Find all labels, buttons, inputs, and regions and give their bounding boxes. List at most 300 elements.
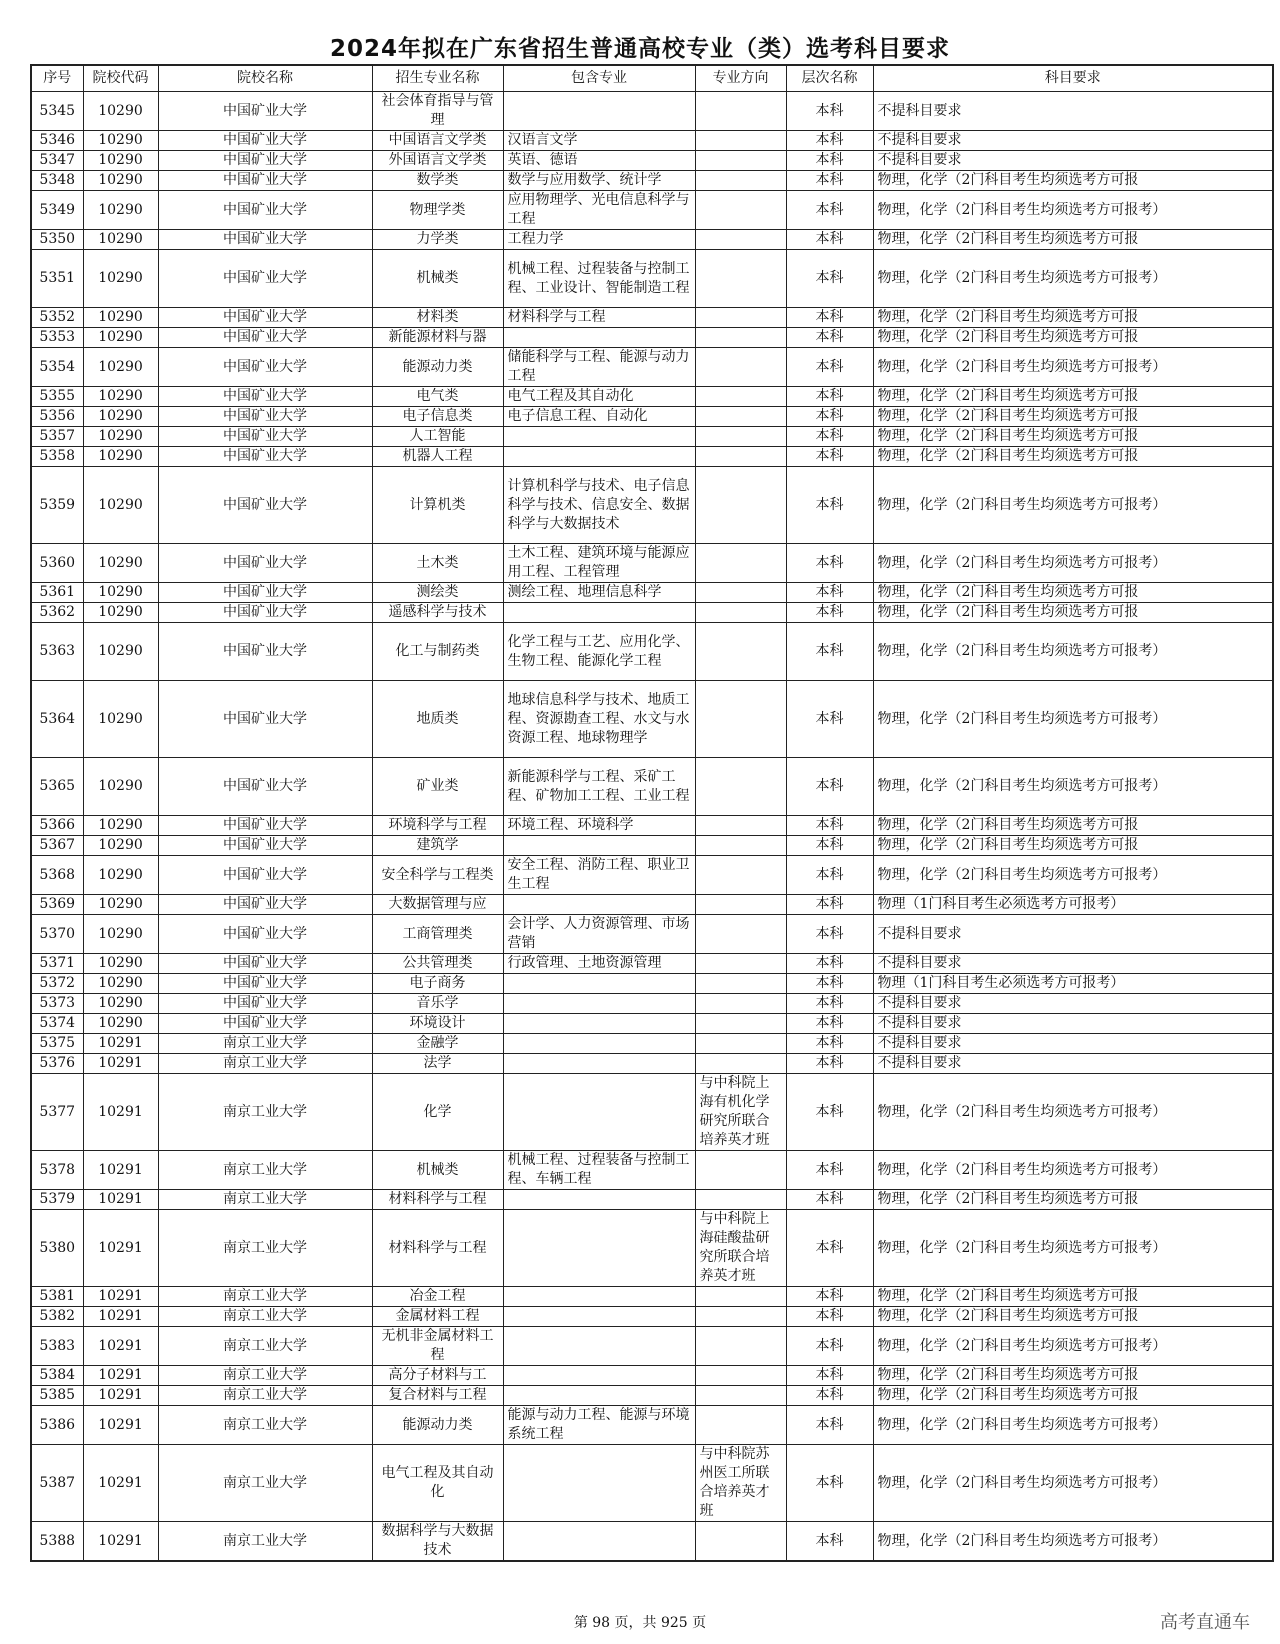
cell-req: 物理，化学（2门科目考生均须选考方可报考） xyxy=(873,1445,1273,1522)
cell-level: 本科 xyxy=(786,915,873,954)
cell-level: 本科 xyxy=(786,407,873,427)
cell-req: 物理，化学（2门科目考生均须选考方可报考） xyxy=(873,1406,1273,1445)
cell-no: 5358 xyxy=(31,447,83,467)
requirements-table xyxy=(30,64,1274,1562)
cell-includes: 汉语言文学 xyxy=(503,131,695,151)
cell-req: 不提科目要求 xyxy=(873,915,1273,954)
cell-includes: 行政管理、土地资源管理 xyxy=(503,954,695,974)
cell-level: 本科 xyxy=(786,1386,873,1406)
cell-no: 5381 xyxy=(31,1287,83,1307)
cell-direction xyxy=(695,836,786,856)
cell-code: 10290 xyxy=(83,92,158,131)
cell-req: 物理，化学（2门科目考生均须选考方可报 xyxy=(873,1366,1273,1386)
cell-no: 5369 xyxy=(31,895,83,915)
cell-level: 本科 xyxy=(786,191,873,230)
cell-level: 本科 xyxy=(786,250,873,308)
cell-school: 南京工业大学 xyxy=(158,1366,372,1386)
cell-direction xyxy=(695,544,786,583)
cell-major: 物理学类 xyxy=(372,191,503,230)
cell-no: 5368 xyxy=(31,856,83,895)
cell-code: 10291 xyxy=(83,1406,158,1445)
cell-level: 本科 xyxy=(786,1151,873,1190)
cell-req: 物理，化学（2门科目考生均须选考方可报 xyxy=(873,1190,1273,1210)
table-row xyxy=(31,308,1273,328)
cell-req: 物理，化学（2门科目考生均须选考方可报考） xyxy=(873,1522,1273,1562)
cell-level: 本科 xyxy=(786,544,873,583)
cell-major: 机械类 xyxy=(372,250,503,308)
cell-direction xyxy=(695,1327,786,1366)
cell-direction xyxy=(695,230,786,250)
cell-no: 5359 xyxy=(31,467,83,544)
cell-code: 10291 xyxy=(83,1074,158,1151)
cell-major: 电子商务 xyxy=(372,974,503,994)
cell-code: 10291 xyxy=(83,1287,158,1307)
cell-code: 10290 xyxy=(83,994,158,1014)
cell-direction xyxy=(695,387,786,407)
table-row xyxy=(31,681,1273,758)
cell-level: 本科 xyxy=(786,308,873,328)
cell-req: 物理，化学（2门科目考生均须选考方可报 xyxy=(873,1307,1273,1327)
cell-req: 物理，化学（2门科目考生均须选考方可报 xyxy=(873,387,1273,407)
cell-school: 中国矿业大学 xyxy=(158,131,372,151)
cell-school: 中国矿业大学 xyxy=(158,171,372,191)
cell-level: 本科 xyxy=(786,994,873,1014)
cell-major: 电子信息类 xyxy=(372,407,503,427)
cell-direction xyxy=(695,895,786,915)
cell-code: 10290 xyxy=(83,758,158,816)
cell-school: 南京工业大学 xyxy=(158,1190,372,1210)
cell-req: 物理，化学（2门科目考生均须选考方可报考） xyxy=(873,1210,1273,1287)
cell-req: 物理（1门科目考生必须选考方可报考） xyxy=(873,895,1273,915)
cell-includes xyxy=(503,1054,695,1074)
cell-req: 物理，化学（2门科目考生均须选考方可报考） xyxy=(873,758,1273,816)
brand-watermark: 高考直通车 xyxy=(1160,1612,1250,1633)
cell-direction: 与中科院上海有机化学研究所联合培养英才班 xyxy=(695,1074,786,1151)
cell-code: 10290 xyxy=(83,308,158,328)
cell-major: 工商管理类 xyxy=(372,915,503,954)
cell-major: 计算机类 xyxy=(372,467,503,544)
cell-major: 冶金工程 xyxy=(372,1287,503,1307)
col-header: 专业方向 xyxy=(695,65,786,92)
cell-level: 本科 xyxy=(786,328,873,348)
cell-school: 中国矿业大学 xyxy=(158,681,372,758)
cell-direction xyxy=(695,171,786,191)
cell-includes: 新能源科学与工程、采矿工程、矿物加工工程、工业工程 xyxy=(503,758,695,816)
cell-includes: 土木工程、建筑环境与能源应用工程、工程管理 xyxy=(503,544,695,583)
cell-code: 10291 xyxy=(83,1327,158,1366)
cell-school: 中国矿业大学 xyxy=(158,816,372,836)
cell-direction xyxy=(695,328,786,348)
table-row xyxy=(31,1210,1273,1287)
cell-major: 力学类 xyxy=(372,230,503,250)
cell-includes xyxy=(503,1074,695,1151)
cell-level: 本科 xyxy=(786,1445,873,1522)
col-header: 序号 xyxy=(31,65,83,92)
cell-includes: 安全工程、消防工程、职业卫生工程 xyxy=(503,856,695,895)
table-row xyxy=(31,603,1273,623)
cell-no: 5351 xyxy=(31,250,83,308)
cell-school: 中国矿业大学 xyxy=(158,544,372,583)
cell-code: 10290 xyxy=(83,151,158,171)
cell-includes xyxy=(503,328,695,348)
table-row xyxy=(31,467,1273,544)
cell-no: 5352 xyxy=(31,308,83,328)
cell-major: 材料类 xyxy=(372,308,503,328)
cell-includes xyxy=(503,1014,695,1034)
cell-code: 10291 xyxy=(83,1386,158,1406)
cell-req: 不提科目要求 xyxy=(873,954,1273,974)
cell-school: 中国矿业大学 xyxy=(158,308,372,328)
cell-school: 南京工业大学 xyxy=(158,1406,372,1445)
cell-req: 不提科目要求 xyxy=(873,1014,1273,1034)
cell-direction xyxy=(695,131,786,151)
cell-school: 中国矿业大学 xyxy=(158,623,372,681)
cell-includes: 计算机科学与技术、电子信息科学与技术、信息安全、数据科学与大数据技术 xyxy=(503,467,695,544)
cell-code: 10291 xyxy=(83,1307,158,1327)
cell-code: 10290 xyxy=(83,915,158,954)
cell-level: 本科 xyxy=(786,171,873,191)
cell-req: 不提科目要求 xyxy=(873,994,1273,1014)
cell-school: 中国矿业大学 xyxy=(158,467,372,544)
cell-no: 5363 xyxy=(31,623,83,681)
cell-includes xyxy=(503,447,695,467)
cell-direction xyxy=(695,1307,786,1327)
cell-no: 5356 xyxy=(31,407,83,427)
cell-code: 10291 xyxy=(83,1054,158,1074)
cell-no: 5362 xyxy=(31,603,83,623)
cell-school: 南京工业大学 xyxy=(158,1445,372,1522)
table-row xyxy=(31,348,1273,387)
cell-school: 中国矿业大学 xyxy=(158,758,372,816)
cell-req: 不提科目要求 xyxy=(873,1054,1273,1074)
cell-includes xyxy=(503,1445,695,1522)
cell-code: 10290 xyxy=(83,131,158,151)
cell-school: 中国矿业大学 xyxy=(158,250,372,308)
cell-level: 本科 xyxy=(786,1366,873,1386)
cell-includes xyxy=(503,603,695,623)
cell-major: 材料科学与工程 xyxy=(372,1210,503,1287)
cell-no: 5374 xyxy=(31,1014,83,1034)
cell-req: 不提科目要求 xyxy=(873,151,1273,171)
cell-includes xyxy=(503,836,695,856)
cell-req: 不提科目要求 xyxy=(873,131,1273,151)
cell-req: 物理，化学（2门科目考生均须选考方可报考） xyxy=(873,856,1273,895)
cell-includes xyxy=(503,1327,695,1366)
cell-major: 化工与制药类 xyxy=(372,623,503,681)
cell-level: 本科 xyxy=(786,467,873,544)
cell-direction xyxy=(695,151,786,171)
cell-req: 物理，化学（2门科目考生均须选考方可报考） xyxy=(873,1151,1273,1190)
cell-level: 本科 xyxy=(786,1074,873,1151)
cell-includes: 数学与应用数学、统计学 xyxy=(503,171,695,191)
table-row xyxy=(31,1287,1273,1307)
cell-code: 10290 xyxy=(83,836,158,856)
cell-level: 本科 xyxy=(786,1406,873,1445)
cell-major: 外国语言文学类 xyxy=(372,151,503,171)
table-row xyxy=(31,1366,1273,1386)
cell-level: 本科 xyxy=(786,1054,873,1074)
cell-direction xyxy=(695,856,786,895)
cell-no: 5372 xyxy=(31,974,83,994)
cell-includes xyxy=(503,1287,695,1307)
table-row xyxy=(31,836,1273,856)
table-row xyxy=(31,954,1273,974)
cell-level: 本科 xyxy=(786,1522,873,1562)
cell-no: 5360 xyxy=(31,544,83,583)
col-header: 科目要求 xyxy=(873,65,1273,92)
cell-includes: 环境工程、环境科学 xyxy=(503,816,695,836)
cell-level: 本科 xyxy=(786,1210,873,1287)
cell-code: 10290 xyxy=(83,328,158,348)
cell-code: 10290 xyxy=(83,681,158,758)
cell-code: 10290 xyxy=(83,974,158,994)
cell-school: 中国矿业大学 xyxy=(158,1014,372,1034)
cell-no: 5384 xyxy=(31,1366,83,1386)
table-row xyxy=(31,1406,1273,1445)
cell-direction xyxy=(695,1190,786,1210)
table-row xyxy=(31,1151,1273,1190)
cell-major: 化学 xyxy=(372,1074,503,1151)
table-row xyxy=(31,1386,1273,1406)
cell-code: 10291 xyxy=(83,1445,158,1522)
cell-direction xyxy=(695,1054,786,1074)
cell-code: 10290 xyxy=(83,250,158,308)
cell-school: 中国矿业大学 xyxy=(158,836,372,856)
cell-level: 本科 xyxy=(786,758,873,816)
cell-req: 不提科目要求 xyxy=(873,92,1273,131)
cell-no: 5355 xyxy=(31,387,83,407)
cell-school: 中国矿业大学 xyxy=(158,427,372,447)
cell-direction xyxy=(695,583,786,603)
table-row xyxy=(31,895,1273,915)
cell-includes xyxy=(503,895,695,915)
cell-major: 音乐学 xyxy=(372,994,503,1014)
cell-school: 中国矿业大学 xyxy=(158,230,372,250)
cell-school: 中国矿业大学 xyxy=(158,603,372,623)
cell-req: 物理，化学（2门科目考生均须选考方可报 xyxy=(873,171,1273,191)
cell-direction xyxy=(695,191,786,230)
cell-code: 10290 xyxy=(83,544,158,583)
cell-no: 5385 xyxy=(31,1386,83,1406)
cell-req: 物理，化学（2门科目考生均须选考方可报 xyxy=(873,447,1273,467)
cell-level: 本科 xyxy=(786,895,873,915)
cell-code: 10290 xyxy=(83,467,158,544)
cell-code: 10290 xyxy=(83,954,158,974)
cell-school: 南京工业大学 xyxy=(158,1307,372,1327)
table-row xyxy=(31,328,1273,348)
cell-no: 5366 xyxy=(31,816,83,836)
cell-code: 10290 xyxy=(83,816,158,836)
cell-req: 物理，化学（2门科目考生均须选考方可报考） xyxy=(873,544,1273,583)
cell-req: 物理，化学（2门科目考生均须选考方可报考） xyxy=(873,191,1273,230)
cell-direction xyxy=(695,603,786,623)
table-header-row xyxy=(31,65,1273,92)
cell-major: 人工智能 xyxy=(372,427,503,447)
cell-direction xyxy=(695,1366,786,1386)
cell-level: 本科 xyxy=(786,1287,873,1307)
page-footer: 第 98 页，共 925 页 xyxy=(573,1615,707,1631)
cell-includes: 能源与动力工程、能源与环境系统工程 xyxy=(503,1406,695,1445)
cell-direction xyxy=(695,92,786,131)
cell-no: 5377 xyxy=(31,1074,83,1151)
cell-no: 5349 xyxy=(31,191,83,230)
cell-direction: 与中科院苏州医工所联合培养英才班 xyxy=(695,1445,786,1522)
cell-level: 本科 xyxy=(786,447,873,467)
cell-code: 10290 xyxy=(83,407,158,427)
col-header: 包含专业 xyxy=(503,65,695,92)
cell-school: 南京工业大学 xyxy=(158,1034,372,1054)
cell-direction xyxy=(695,623,786,681)
table-row xyxy=(31,230,1273,250)
table-row xyxy=(31,623,1273,681)
cell-school: 中国矿业大学 xyxy=(158,974,372,994)
cell-major: 环境科学与工程 xyxy=(372,816,503,836)
cell-direction xyxy=(695,816,786,836)
cell-major: 无机非金属材料工程 xyxy=(372,1327,503,1366)
cell-school: 南京工业大学 xyxy=(158,1151,372,1190)
cell-school: 中国矿业大学 xyxy=(158,447,372,467)
cell-direction xyxy=(695,954,786,974)
cell-school: 南京工业大学 xyxy=(158,1074,372,1151)
cell-direction: 与中科院上海硅酸盐研究所联合培养英才班 xyxy=(695,1210,786,1287)
page-title: 2024年拟在广东省招生普通高校专业（类）选考科目要求 xyxy=(329,36,950,62)
cell-code: 10291 xyxy=(83,1210,158,1287)
cell-direction xyxy=(695,1406,786,1445)
table-row xyxy=(31,544,1273,583)
cell-school: 中国矿业大学 xyxy=(158,92,372,131)
cell-level: 本科 xyxy=(786,816,873,836)
table-row xyxy=(31,994,1273,1014)
cell-code: 10290 xyxy=(83,623,158,681)
cell-school: 中国矿业大学 xyxy=(158,387,372,407)
cell-school: 南京工业大学 xyxy=(158,1327,372,1366)
cell-major: 机械类 xyxy=(372,1151,503,1190)
cell-direction xyxy=(695,758,786,816)
cell-level: 本科 xyxy=(786,427,873,447)
cell-includes: 英语、德语 xyxy=(503,151,695,171)
cell-level: 本科 xyxy=(786,623,873,681)
table-row xyxy=(31,1307,1273,1327)
cell-includes: 化学工程与工艺、应用化学、生物工程、能源化学工程 xyxy=(503,623,695,681)
cell-includes xyxy=(503,427,695,447)
cell-no: 5370 xyxy=(31,915,83,954)
table-row xyxy=(31,151,1273,171)
cell-major: 中国语言文学类 xyxy=(372,131,503,151)
cell-school: 中国矿业大学 xyxy=(158,583,372,603)
table-row xyxy=(31,191,1273,230)
cell-school: 中国矿业大学 xyxy=(158,856,372,895)
cell-no: 5380 xyxy=(31,1210,83,1287)
cell-req: 物理，化学（2门科目考生均须选考方可报 xyxy=(873,230,1273,250)
cell-major: 高分子材料与工 xyxy=(372,1366,503,1386)
cell-school: 中国矿业大学 xyxy=(158,328,372,348)
cell-level: 本科 xyxy=(786,1190,873,1210)
cell-no: 5357 xyxy=(31,427,83,447)
cell-req: 物理，化学（2门科目考生均须选考方可报考） xyxy=(873,1074,1273,1151)
cell-direction xyxy=(695,348,786,387)
cell-includes: 机械工程、过程装备与控制工程、车辆工程 xyxy=(503,1151,695,1190)
cell-school: 中国矿业大学 xyxy=(158,954,372,974)
cell-major: 环境设计 xyxy=(372,1014,503,1034)
cell-major: 土木类 xyxy=(372,544,503,583)
cell-no: 5350 xyxy=(31,230,83,250)
cell-no: 5354 xyxy=(31,348,83,387)
cell-school: 中国矿业大学 xyxy=(158,151,372,171)
cell-direction xyxy=(695,681,786,758)
cell-direction xyxy=(695,974,786,994)
table-row xyxy=(31,387,1273,407)
cell-code: 10290 xyxy=(83,348,158,387)
cell-major: 金属材料工程 xyxy=(372,1307,503,1327)
cell-no: 5347 xyxy=(31,151,83,171)
cell-major: 复合材料与工程 xyxy=(372,1386,503,1406)
cell-major: 建筑学 xyxy=(372,836,503,856)
col-header: 院校代码 xyxy=(83,65,158,92)
table-body xyxy=(31,92,1273,1562)
cell-no: 5378 xyxy=(31,1151,83,1190)
cell-includes: 电子信息工程、自动化 xyxy=(503,407,695,427)
cell-no: 5367 xyxy=(31,836,83,856)
cell-includes: 电气工程及其自动化 xyxy=(503,387,695,407)
cell-school: 中国矿业大学 xyxy=(158,348,372,387)
cell-code: 10290 xyxy=(83,230,158,250)
cell-major: 测绘类 xyxy=(372,583,503,603)
cell-major: 公共管理类 xyxy=(372,954,503,974)
cell-includes: 材料科学与工程 xyxy=(503,308,695,328)
cell-includes: 储能科学与工程、能源与动力工程 xyxy=(503,348,695,387)
cell-no: 5382 xyxy=(31,1307,83,1327)
cell-direction xyxy=(695,1151,786,1190)
cell-level: 本科 xyxy=(786,92,873,131)
cell-major: 社会体育指导与管理 xyxy=(372,92,503,131)
cell-major: 机器人工程 xyxy=(372,447,503,467)
table-row xyxy=(31,583,1273,603)
table-row xyxy=(31,1190,1273,1210)
cell-school: 南京工业大学 xyxy=(158,1054,372,1074)
cell-no: 5364 xyxy=(31,681,83,758)
cell-direction xyxy=(695,467,786,544)
cell-school: 中国矿业大学 xyxy=(158,994,372,1014)
cell-req: 物理，化学（2门科目考生均须选考方可报 xyxy=(873,816,1273,836)
table-row xyxy=(31,447,1273,467)
cell-req: 物理，化学（2门科目考生均须选考方可报考） xyxy=(873,467,1273,544)
cell-code: 10290 xyxy=(83,603,158,623)
cell-major: 电气类 xyxy=(372,387,503,407)
cell-level: 本科 xyxy=(786,1034,873,1054)
table-row xyxy=(31,427,1273,447)
cell-no: 5361 xyxy=(31,583,83,603)
cell-no: 5386 xyxy=(31,1406,83,1445)
cell-major: 数学类 xyxy=(372,171,503,191)
table-row xyxy=(31,758,1273,816)
cell-direction xyxy=(695,1034,786,1054)
cell-level: 本科 xyxy=(786,131,873,151)
cell-no: 5383 xyxy=(31,1327,83,1366)
cell-school: 南京工业大学 xyxy=(158,1386,372,1406)
table-row xyxy=(31,915,1273,954)
cell-code: 10290 xyxy=(83,447,158,467)
cell-direction xyxy=(695,407,786,427)
cell-includes xyxy=(503,1522,695,1562)
cell-direction xyxy=(695,250,786,308)
cell-req: 物理，化学（2门科目考生均须选考方可报 xyxy=(873,583,1273,603)
cell-includes xyxy=(503,92,695,131)
cell-level: 本科 xyxy=(786,583,873,603)
cell-direction xyxy=(695,447,786,467)
cell-req: 物理，化学（2门科目考生均须选考方可报 xyxy=(873,427,1273,447)
cell-level: 本科 xyxy=(786,681,873,758)
col-header: 招生专业名称 xyxy=(372,65,503,92)
